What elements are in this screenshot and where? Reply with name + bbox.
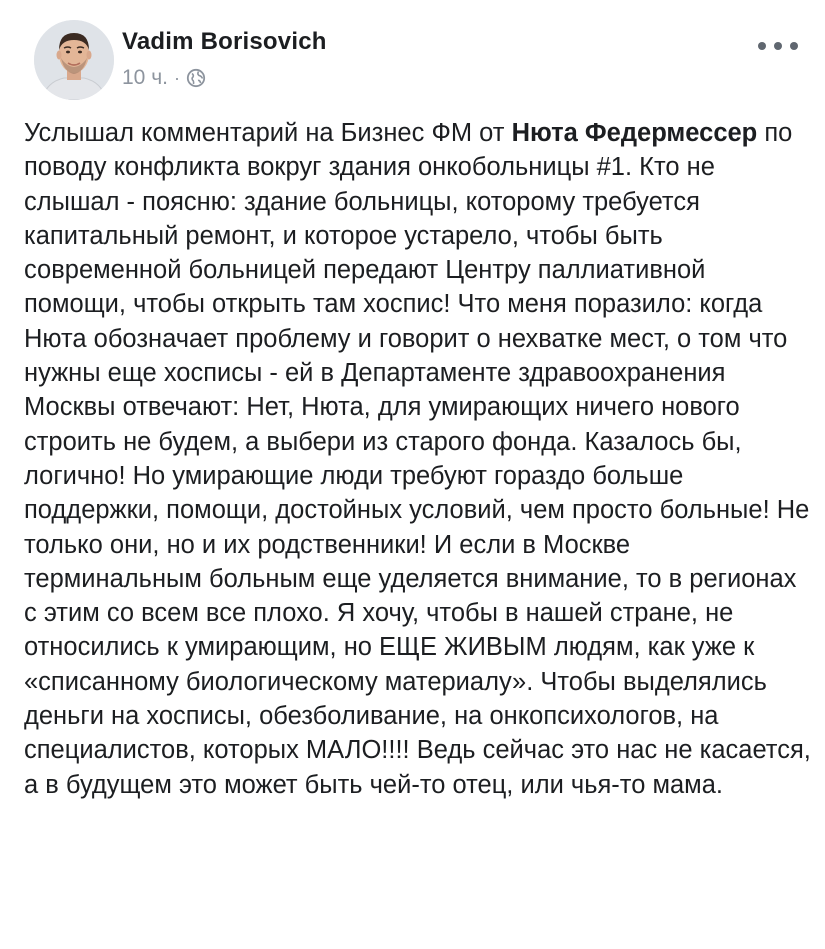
more-dot	[758, 42, 766, 50]
meta-separator: ·	[173, 67, 180, 88]
mentioned-person[interactable]: Нюта Федермессер	[511, 119, 758, 147]
author-name[interactable]: Vadim Borisovich	[122, 28, 327, 55]
post-meta	[122, 66, 206, 90]
post-text-part-2: по поводу конфликта вокруг здания онкобольницы #1. Кто не слышал - поясню: здание больницы, которому требуется капитальный ремонт, и которое устарело, чтобы быть современной больницей передают Центру паллиативной помощи, чтобы открыть там хоспис! Что меня поразило: когда Нюта обозначает проблему и говорит о нехватке мест, о том что нужны еще хосписы - ей в Департаменте здравоохранения Москвы отвечают: Нет, Нюта, для умирающих ничего нового строить не будем, а выбери из старого фонда. Казалось бы, логично! Но умирающие люди требуют гораздо больше поддержки, помощи, достойных условий, чем просто больные! Не только они, но и их родственники! И если в Москве терминальным больным еще уделяется внимание, то в регионах с этим со всем все плохо. Я хочу, чтобы в нашей стране, не относились к умирающим, но ЕЩЕ ЖИВЫМ людям, как уже к «списанному биологическому материалу». Чтобы выделялись деньги на хосписы, обезболивание, на онкопсихологов, на специалистов, которых МАЛО!!!! Ведь сейчас это нас не касается, а в будущем это может быть чей-то отец, или чья-то мама.	[24, 119, 811, 799]
avatar-image	[34, 20, 114, 100]
post-timestamp[interactable]: 10 ч.	[122, 66, 168, 89]
post-text-part-1: Услышал комментарий на Бизнес ФМ от	[24, 119, 512, 147]
avatar[interactable]	[34, 20, 114, 100]
more-dot	[790, 42, 798, 50]
globe-icon[interactable]	[186, 68, 206, 88]
more-dots-icon[interactable]	[758, 38, 798, 54]
post-text	[24, 116, 814, 802]
more-dot	[774, 42, 782, 50]
post-header	[20, 18, 810, 102]
